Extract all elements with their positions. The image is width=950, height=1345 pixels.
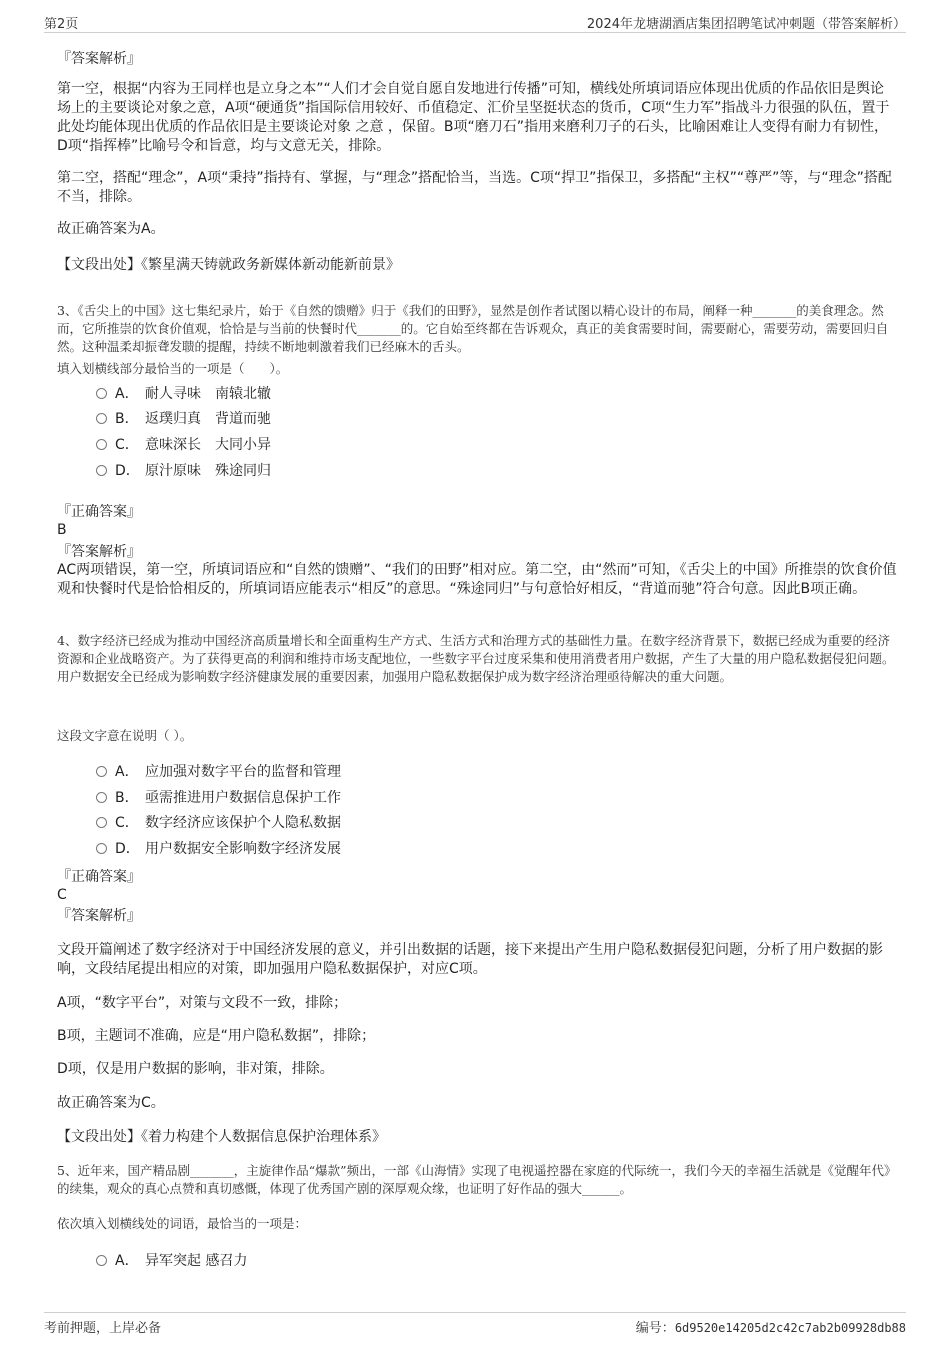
q4-answer-label: 『正确答案』 bbox=[57, 869, 141, 885]
radio-icon[interactable] bbox=[96, 388, 107, 399]
radio-icon[interactable] bbox=[96, 843, 107, 854]
radio-icon[interactable] bbox=[96, 413, 107, 424]
q3-option-c[interactable]: C． 意味深长 大同小异 bbox=[96, 436, 271, 454]
q3-ask: 填入划横线部分最恰当的一项是（ ）。 bbox=[57, 361, 289, 376]
q2-analysis-p2: 第二空，搭配“理念”，A项“秉持”指持有、掌握，与“理念”搭配恰当，当选。C项“捍卫”指保卫，多搭配“主权”“尊严”等，与“理念”搭配不当，排除。 bbox=[57, 170, 892, 205]
document-title: 2024年龙塘湖酒店集团招聘笔试冲刺题（带答案解析） bbox=[586, 17, 906, 32]
page-number: 第2页 bbox=[44, 17, 79, 32]
q4-analysis-label: 『答案解析』 bbox=[57, 908, 141, 924]
q3-option-d[interactable]: D． 原汁原味 殊途同归 bbox=[96, 462, 271, 480]
q4-stem: 4、数字经济已经成为推动中国经济高质量增长和全面重构生产方式、生活方式和治理方式的基础性力量。在数字经济背景下，数据已经成为重要的经济资源和企业战略资产。为了获得更高的利润和维持市场支配地位，一些数字平台过度采集和使用消费者用户数据，产生了大量的用户隐私数据侵犯问题。用户数据安全已经成为影响数字经济健康发展的重要因素，加强用户隐私数据保护成为数字经济治理亟待解决的重大问题。 bbox=[57, 633, 895, 684]
q2-source: 【文段出处】《繁星满天铸就政务新媒体新动能新前景》 bbox=[57, 257, 400, 273]
footer-id-label: 编号： bbox=[635, 1321, 675, 1336]
q2-answer-conclusion: 故正确答案为A。 bbox=[57, 221, 165, 237]
q3-analysis-label: 『答案解析』 bbox=[57, 544, 141, 560]
q4-answer-conclusion: 故正确答案为C。 bbox=[57, 1095, 165, 1111]
q4-option-d[interactable]: D． 用户数据安全影响数字经济发展 bbox=[96, 840, 341, 858]
q3-option-a[interactable]: A． 耐人寻味 南辕北辙 bbox=[96, 385, 271, 403]
radio-icon[interactable] bbox=[96, 439, 107, 450]
q3-stem: 3、《舌尖上的中国》这七集纪录片，始于《自然的馈赠》归于《我们的田野》，显然是创作者试图以精心设计的布局，阐释一种_______的美食理念。然而，它所推崇的饮食价值观，恰恰是与当前的快餐时代_______的。它自始至终都在告诉观众，真正的美食需要时间，需要耐心，需要劳动，需要回归自然。这种温柔却振聋发聩的提醒，持续不断地刺激着我们已经麻木的舌头。 bbox=[57, 303, 889, 354]
page-footer bbox=[44, 1312, 906, 1335]
q3-analysis: AC两项错误，第一空，所填词语应和“自然的馈赠”、“我们的田野”相对应。第二空，由“然而”可知，《舌尖上的中国》所推崇的饮食价值观和快餐时代是恰恰相反的，所填词语应能表示“相反”的意思。“殊途同归”与句意恰好相反，“背道而驰”符合句意。因此B项正确。 bbox=[57, 562, 897, 597]
q5-stem: 5、近年来，国产精品剧_______，主旋律作品“爆款”频出，一部《山海情》实现了电视遥控器在家庭的代际统一，我们今天的幸福生活就是《觉醒年代》的续集，观众的真心点赞和真切感慨，体现了优秀国产剧的深厚观众缘，也证明了好作品的强大______。 bbox=[57, 1163, 897, 1196]
q4-option-c[interactable]: C． 数字经济应该保护个人隐私数据 bbox=[96, 814, 341, 832]
q4-analysis-p2: A项，“数字平台”，对策与文段不一致，排除； bbox=[57, 995, 348, 1011]
radio-icon[interactable] bbox=[96, 1255, 107, 1266]
footer-id bbox=[636, 1317, 906, 1336]
q5-ask: 依次填入划横线处的词语，最恰当的一项是： bbox=[57, 1216, 308, 1231]
radio-icon[interactable] bbox=[96, 766, 107, 777]
q3-answer-label: 『正确答案』 bbox=[57, 504, 141, 520]
q3-answer: B bbox=[57, 522, 67, 538]
q4-source: 【文段出处】《着力构建个人数据信息保护治理体系》 bbox=[57, 1129, 386, 1145]
q4-ask: 这段文字意在说明（ ）。 bbox=[57, 728, 193, 743]
q4-option-b[interactable]: B． 亟需推进用户数据信息保护工作 bbox=[96, 789, 341, 807]
footer-slogan: 考前押题，上岸必备 bbox=[44, 1321, 162, 1336]
q3-option-b[interactable]: B． 返璞归真 背道而驰 bbox=[96, 410, 271, 428]
q4-analysis-p4: D项，仅是用户数据的影响，非对策，排除。 bbox=[57, 1061, 334, 1077]
page-header bbox=[44, 10, 906, 33]
q4-analysis-p3: B项，主题词不准确，应是“用户隐私数据”，排除； bbox=[57, 1028, 376, 1044]
q4-answer: C bbox=[57, 887, 67, 903]
footer-id-value: 6d9520e14205d2c42c7ab2b09928db88 bbox=[674, 1321, 906, 1335]
radio-icon[interactable] bbox=[96, 817, 107, 828]
q2-analysis-label: 『答案解析』 bbox=[57, 51, 141, 67]
radio-icon[interactable] bbox=[96, 792, 107, 803]
q4-analysis-p1: 文段开篇阐述了数字经济对于中国经济发展的意义，并引出数据的话题，接下来提出产生用户隐私数据侵犯问题，分析了用户数据的影响，文段结尾提出相应的对策，即加强用户隐私数据保护，对应C项。 bbox=[57, 942, 883, 977]
q2-analysis-p1: 第一空，根据“内容为王同样也是立身之本”“人们才会自觉自愿自发地进行传播”可知，横线处所填词语应体现出优质的作品依旧是舆论场上的主要谈论对象之意，A项“硬通货”指国际信用较好、币值稳定、汇价呈坚挺状态的货币，C项“生力军”指战斗力很强的队伍，置于此处均能体现出优质的作品依旧是主要谈论对象 之意 ，保留。B项“磨刀石”指用来磨利刀子的石头，比喻困难让人变得有耐力有韧性，D项“指挥棒”比喻号令和旨意，均与文意无关，排除。 bbox=[57, 81, 890, 154]
radio-icon[interactable] bbox=[96, 465, 107, 476]
q5-option-a[interactable]: A． 异军突起 感召力 bbox=[96, 1252, 247, 1270]
q4-option-a[interactable]: A． 应加强对数字平台的监督和管理 bbox=[96, 763, 341, 781]
